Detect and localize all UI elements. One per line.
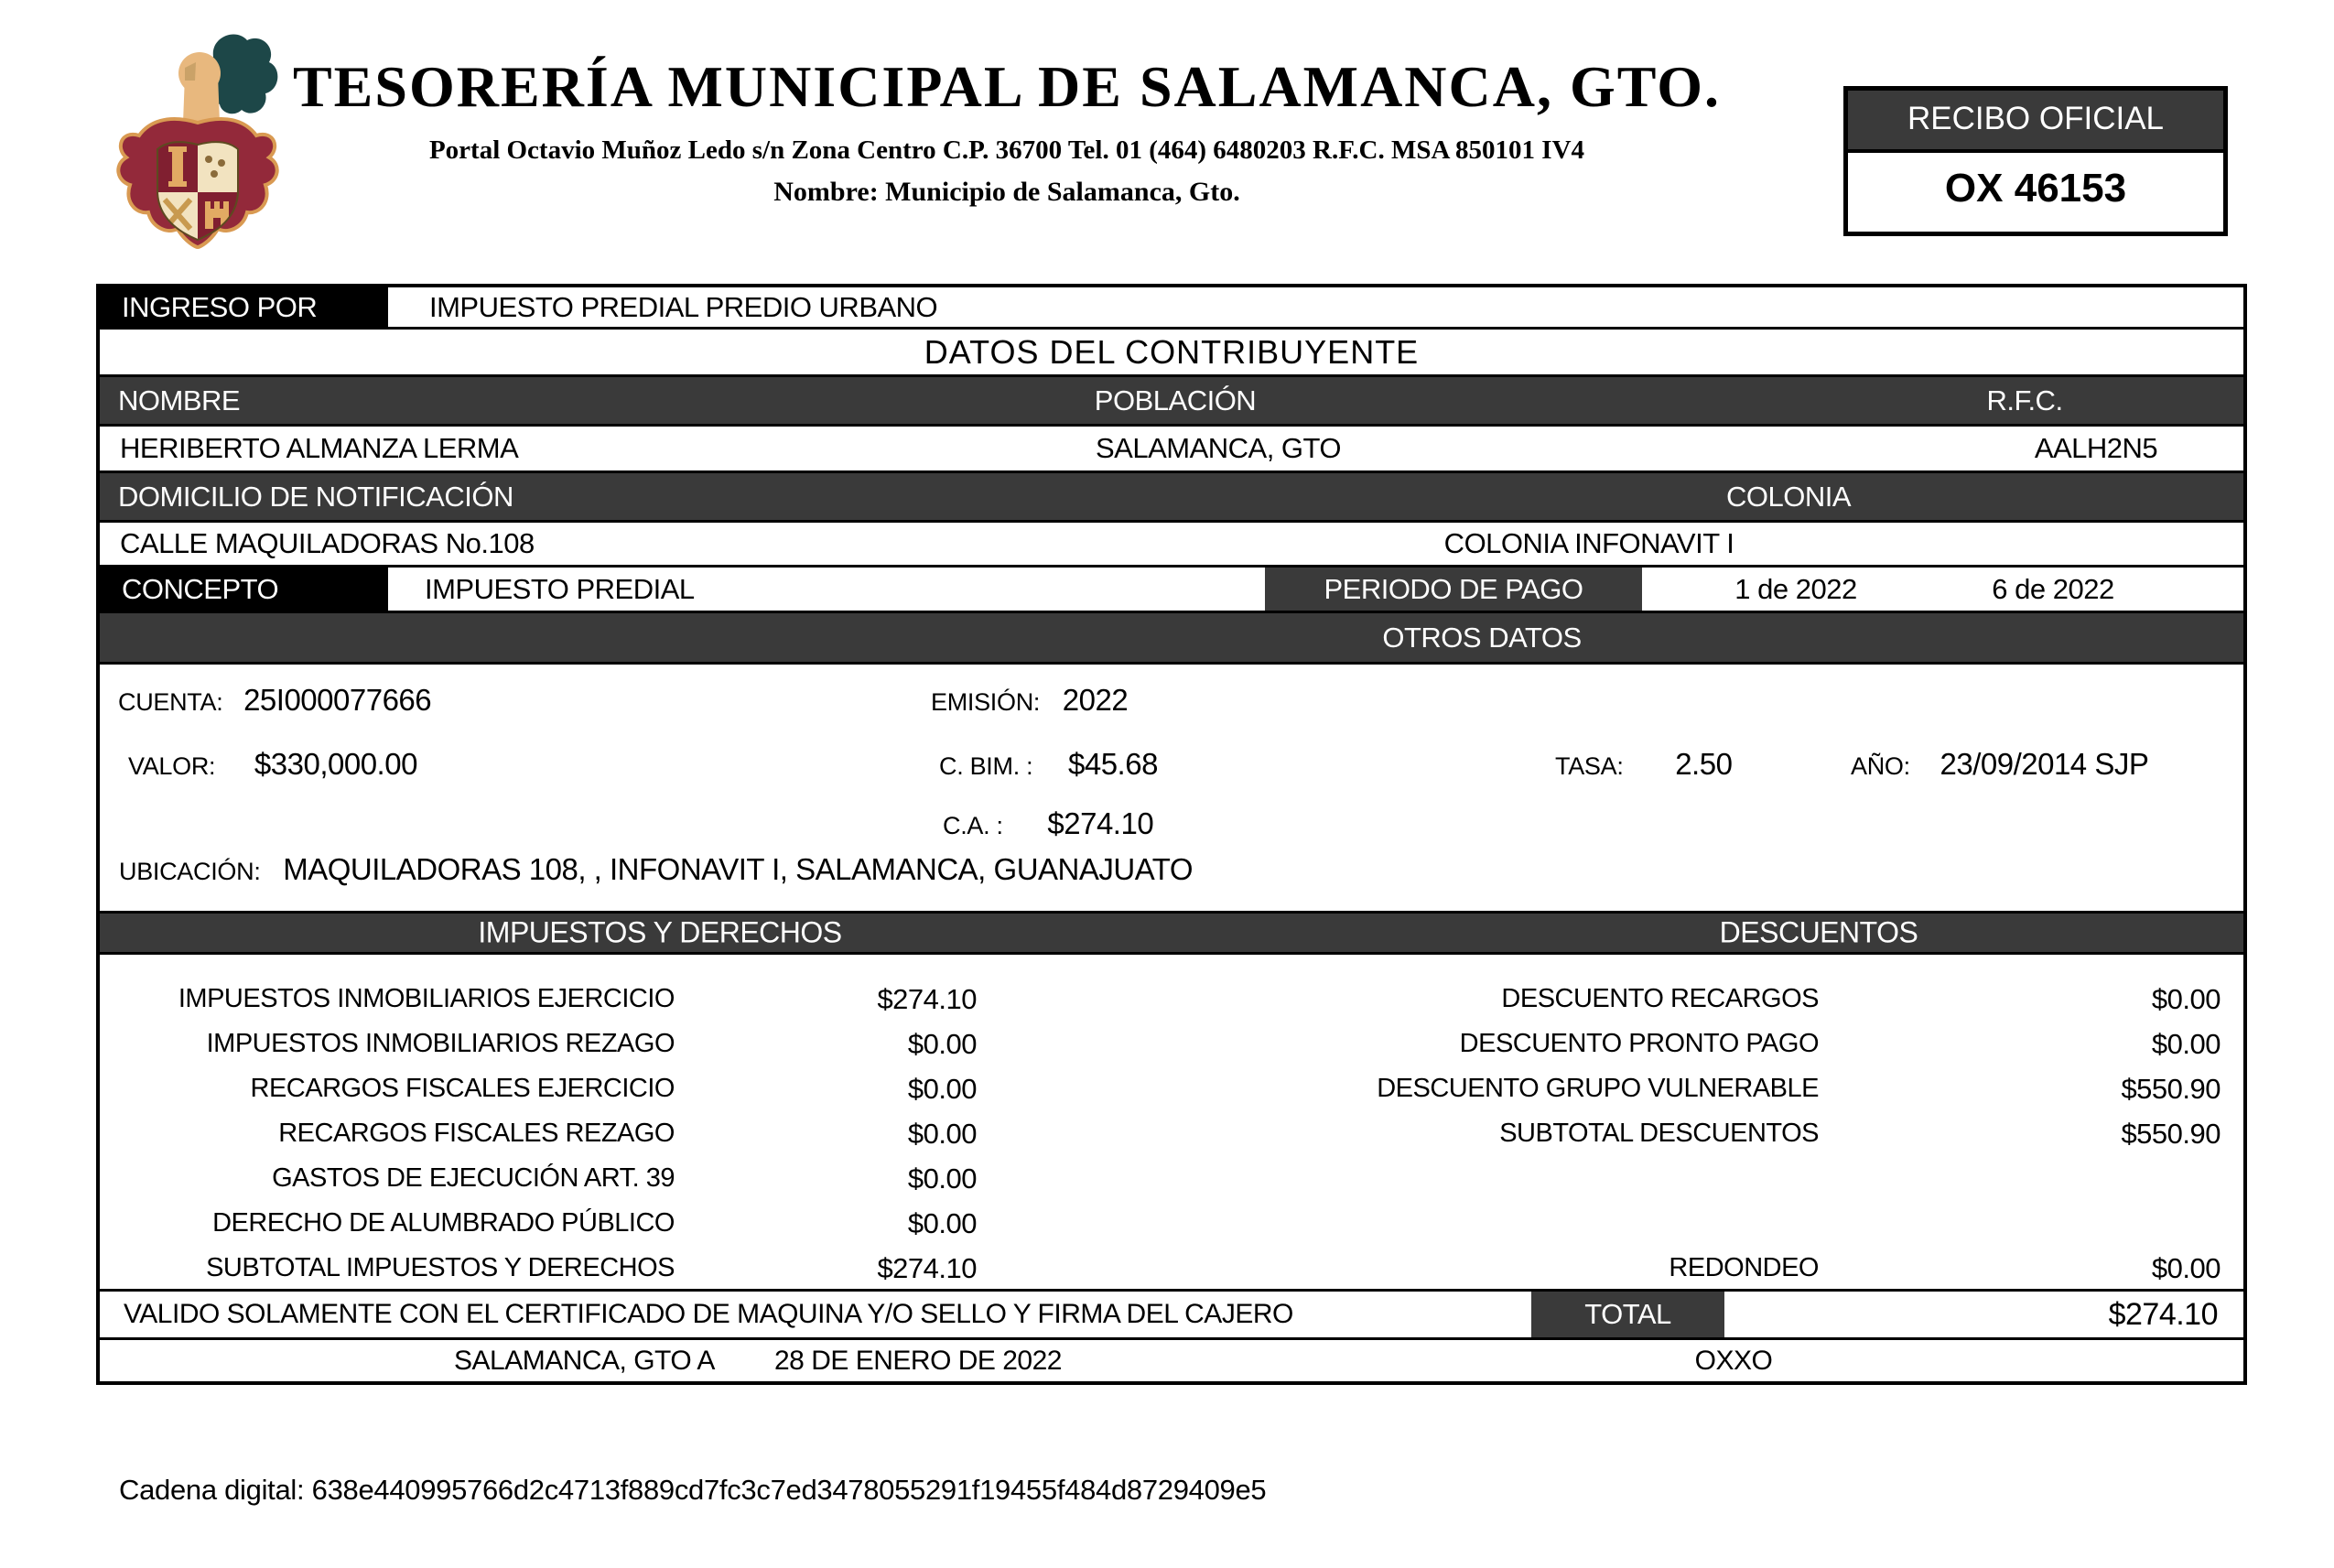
row-headers-domicilio [100,473,2243,523]
tasa-value: 2.50 [1675,747,1733,781]
periodo-pago-values [1642,568,2243,611]
poblacion-value: SALAMANCA, GTO [1095,432,1342,464]
line-item-label [977,1156,1819,1201]
descuentos-header: DESCUENTOS [1719,915,1918,949]
line-item-amount: $0.00 [907,1162,977,1195]
otros-datos-title: OTROS DATOS [1382,621,1582,654]
cbim-label: C. BIM. : [939,752,1033,780]
concepto-label: CONCEPTO [100,568,388,611]
line-item-label: GASTOS DE EJECUCIÓN ART. 39 [272,1163,675,1193]
letterhead-address: Portal Octavio Muñoz Ledo s/n Zona Centro C.P. 36700 Tel. 01 (464) 6480203 R.F.C. MSA 850101 IV4 [428,135,1585,165]
valor-value: $330,000.00 [254,747,417,781]
row-headers-nombre [100,377,2243,427]
ubicacion-field [119,850,1193,889]
row-ingreso-por [100,287,2243,330]
line-item-amount: $550.90 [2121,1072,2221,1105]
cbim-value: $45.68 [1067,747,1158,781]
total-label: TOTAL [1531,1292,1724,1337]
line-item-amount [1819,1201,2243,1246]
date-value: 28 DE ENERO DE 2022 [774,1345,1062,1376]
line-item-amount [1819,1156,2243,1201]
ingreso-por-label: INGRESO POR [100,287,388,327]
line-item-label: DESCUENTO RECARGOS [1501,984,1819,1013]
concepto-value: IMPUESTO PREDIAL [425,572,695,605]
row-detail-headers [100,914,2243,955]
emision-field [931,681,1128,719]
line-item-label: SUBTOTAL DESCUENTOS [1499,1119,1819,1148]
crest-helmet-neck [183,75,220,123]
row-values-domicilio [100,523,2243,568]
row-values-nombre [100,427,2243,473]
tasa-label: TASA: [1555,752,1624,780]
periodo-fin: 6 de 2022 [1992,572,2114,605]
line-item-amount: $0.00 [2151,982,2221,1015]
valor-label: VALOR: [128,752,216,780]
domicilio-header: DOMICILIO DE NOTIFICACIÓN [118,480,513,513]
ca-field [943,805,1153,843]
receipt-sheet [96,284,2247,1385]
row-place-date [100,1340,2243,1381]
emision-value: 2022 [1062,683,1129,717]
salamanca-coat-of-arms-icon [108,20,287,249]
cbim-field [939,745,1158,784]
line-item-label: RECARGOS FISCALES REZAGO [278,1119,675,1148]
official-receipt-box [1843,86,2228,236]
domicilio-value: CALLE MAQUILADORAS No.108 [120,527,535,559]
anio-label: AÑO: [1851,752,1910,780]
letterhead [265,53,1748,208]
cuenta-label: CUENTA: [118,688,223,716]
colonia-header: COLONIA [1725,480,1852,513]
ca-value: $274.10 [1047,806,1154,840]
line-item-amount: $0.00 [907,1072,977,1105]
cuenta-value: 25I000077666 [243,683,432,717]
line-item-label: IMPUESTOS INMOBILIARIOS REZAGO [206,1029,675,1058]
line-item-label: SUBTOTAL IMPUESTOS Y DERECHOS [206,1253,675,1282]
section-title-contribuyente: DATOS DEL CONTRIBUYENTE [100,330,2243,377]
anio-field [1851,745,2148,784]
ubicacion-label: UBICACIÓN: [119,858,261,885]
row-concepto [100,568,2243,613]
place-label: SALAMANCA, GTO A [454,1345,715,1376]
line-item-amount: $274.10 [877,982,977,1015]
rfc-value: AALH2N5 [2034,432,2158,464]
ingreso-por-value: IMPUESTO PREDIAL PREDIO URBANO [429,290,938,323]
line-item-label: IMPUESTOS INMOBILIARIOS EJERCICIO [178,984,675,1013]
valid-note: VALIDO SOLAMENTE CON EL CERTIFICADO DE MAQUINA Y/O SELLO Y FIRMA DEL CAJERO [124,1299,1293,1329]
line-item-amount: $0.00 [2151,1027,2221,1060]
rfc-header: R.F.C. [1986,384,2063,416]
section-title-otros-datos [100,613,2243,665]
periodo-pago-label: PERIODO DE PAGO [1265,568,1642,611]
letterhead-taxpayer-name: Nombre: Municipio de Salamanca, Gto. [773,177,1240,207]
tasa-field [1555,745,1732,784]
periodo-inicio: 1 de 2022 [1734,572,1857,605]
line-item-label [977,1201,1819,1246]
detail-items-box [100,955,2243,1292]
emision-label: EMISIÓN: [931,688,1041,716]
detail-items-grid [100,977,2243,1291]
line-item-label: DESCUENTO GRUPO VULNERABLE [1377,1074,1819,1103]
receipt-number: OX 46153 [1944,166,2127,211]
line-item-amount: $274.10 [877,1251,977,1284]
row-total [100,1292,2243,1340]
line-item-label: DESCUENTO PRONTO PAGO [1459,1029,1819,1058]
line-item-label: REDONDEO [1669,1253,1819,1282]
ubicacion-value: MAQUILADORAS 108, , INFONAVIT I, SALAMANCA, GUANAJUATO [283,852,1193,886]
valor-field [128,745,417,784]
line-item-label: RECARGOS FISCALES EJERCICIO [250,1074,675,1103]
line-item-amount: $0.00 [907,1206,977,1239]
total-amount: $274.10 [2108,1296,2218,1332]
line-item-amount: $0.00 [907,1117,977,1150]
anio-value: 23/09/2014 SJP [1940,747,2149,781]
impuestos-derechos-header: IMPUESTOS Y DERECHOS [478,915,842,949]
line-item-amount: $0.00 [907,1027,977,1060]
line-item-amount: $550.90 [2121,1117,2221,1150]
cashier-value: OXXO [1694,1345,1773,1376]
nombre-value: HERIBERTO ALMANZA LERMA [120,432,519,464]
nombre-header: NOMBRE [118,384,241,416]
line-item-amount: $0.00 [2151,1251,2221,1284]
line-item-label: DERECHO DE ALUMBRADO PÚBLICO [212,1208,675,1238]
otros-datos-box [100,665,2243,914]
poblacion-header: POBLACIÓN [1094,384,1257,416]
receipt-box-title: RECIBO OFICIAL [1848,91,2223,153]
digital-chain: Cadena digital: 638e440995766d2c4713f889cd7fc3c7ed3478055291f19455f484d8729409e5 [119,1474,1267,1506]
colonia-value: COLONIA INFONAVIT I [1443,527,1734,559]
ca-label: C.A. : [943,812,1003,839]
cuenta-field [118,681,431,719]
page-title: TESORERÍA MUNICIPAL DE SALAMANCA, GTO. [292,54,1722,119]
